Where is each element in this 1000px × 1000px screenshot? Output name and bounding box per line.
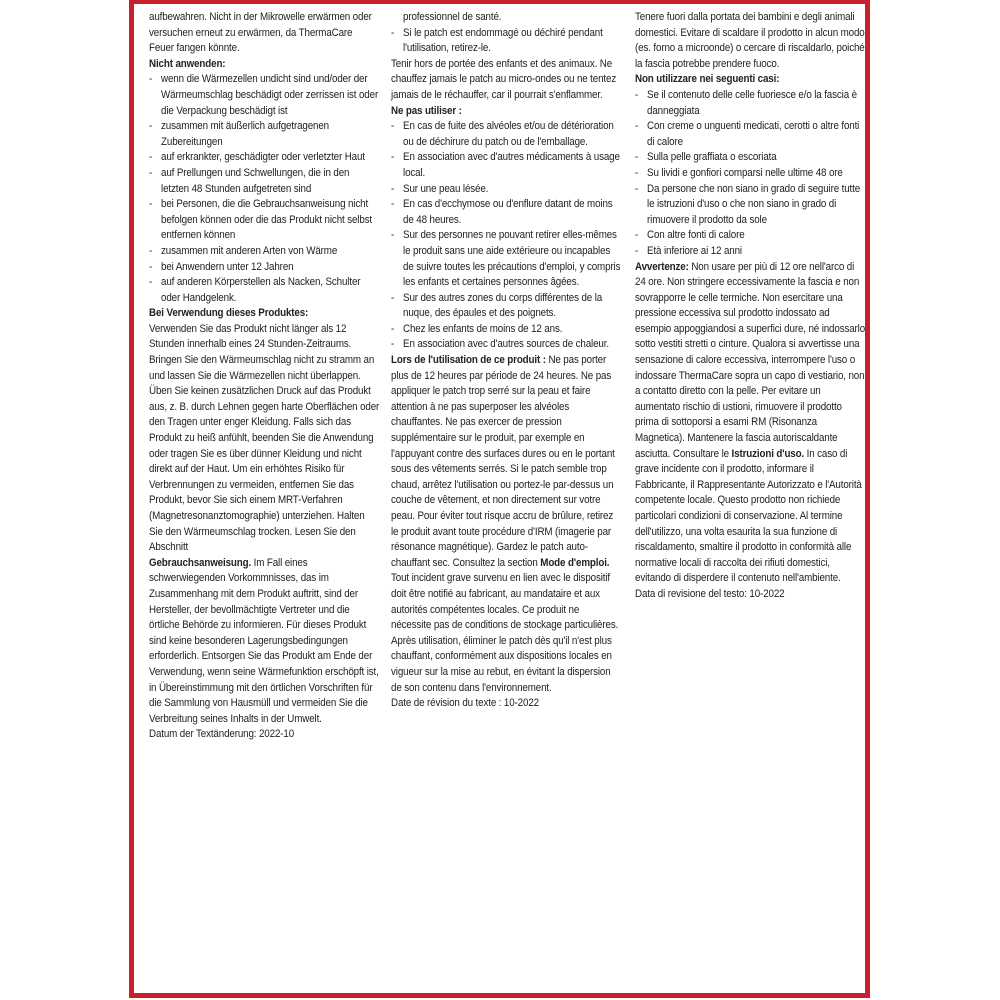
list-item: - Con creme o unguenti medicati, cerotti o altre fonti di calore [635, 119, 865, 150]
de-usage-heading: Bei Verwendung dieses Produktes: [149, 307, 309, 320]
it-not-use-list [635, 88, 865, 260]
list-item: - En cas de fuite des alvéoles et/ou de détérioration ou de déchirure du patch ou de l'emballage. [391, 119, 621, 150]
german-column [149, 10, 379, 743]
list-item: - auf Prellungen und Schwellungen, die in den letzten 48 Stunden aufgetreten sind [149, 166, 379, 197]
de-usage-tail: Im Fall eines schwerwiegenden Vorkommnisses, das im Zusammenhang mit dem Produkt auftritt, sind der Hersteller, der bevollmächtigte Vertreter und die örtliche Behörde zu informieren. Für dieses Produkt sind keine besonderen Lagerungsbedingungen erforderlich. Entsorgen Sie das Produkt am Ende der Verwendung, wenn seine Wärmefunktion erschöpft ist, in Übereinstimmung mit den örtlichen Vorschriften für die Sammlung von Hausmüll und vermeiden Sie die Verbreitung seines Inhalts in der Umwelt. [149, 556, 379, 725]
list-item: - Con altre fonti di calore [635, 228, 865, 244]
de-usage-paragraph [149, 322, 379, 727]
it-warning-tail: In caso di grave incidente con il prodotto, informare il Fabbricante, il Rappresentante Autorizzato e l'Autorità competente locale. Questo prodotto non richiede particolari condizioni di conservazione. Al termine dell'utilizzo, una volta esaurita la sua funzione di riscaldamento, smaltire il prodotto in conformità alle normative locali di raccolta dei rifiuti domestici, evitando di disperdere il contenuto nell'ambiente. [635, 447, 862, 585]
list-item: - Sur des personnes ne pouvant retirer elles-mêmes le produit sans une aide extérieure ou incapables de suivre toutes les précautions d'emploi, y compris les enfants et certaines personnes âgées. [391, 228, 621, 290]
list-item: - En cas d'ecchymose ou d'enflure datant de moins de 48 heures. [391, 197, 621, 228]
it-revision-date: Data di revisione del testo: 10-2022 [635, 587, 785, 600]
it-warning-paragraph [635, 260, 865, 587]
de-revision-date: Datum der Textänderung: 2022-10 [149, 728, 295, 741]
de-intro: aufbewahren. Nicht in der Mikrowelle erwärmen oder versuchen erneut zu erwärmen, da ThermaCare Feuer fangen könnte. [149, 11, 372, 55]
list-item: - Se il contenuto delle celle fuoriesce e/o la fascia è danneggiata [635, 88, 865, 119]
list-item: - Età inferiore ai 12 anni [635, 244, 865, 260]
leaflet-sheet [129, 0, 870, 998]
fr-usage-paragraph [391, 353, 621, 696]
de-not-use-heading: Nicht anwenden: [149, 57, 226, 70]
it-intro: Tenere fuori dalla portata dei bambini e degli animali domestici. Evitare di scaldare il prodotto in alcun modo (es. forno a microonde) o cercare di riscaldarlo, poiché la fascia potrebbe prendere fuoco. [635, 11, 865, 70]
list-item: - Sur des autres zones du corps différentes de la nuque, des épaules et des poignets. [391, 291, 621, 322]
list-item: - zusammen mit äußerlich aufgetragenen Zubereitungen [149, 119, 379, 150]
list-item: - wenn die Wärmezellen undicht sind und/oder der Wärmeumschlag beschädigt oder zerrissen ist oder die Verpackung beschädigt ist [149, 72, 379, 119]
fr-not-use-list [391, 119, 621, 353]
fr-usage-bold: Mode d'emploi. [540, 556, 610, 569]
fr-not-use-heading: Ne pas utiliser : [391, 104, 462, 117]
fr-revision-date: Date de révision du texte : 10-2022 [391, 697, 539, 710]
list-item: - En association avec d'autres médicaments à usage local. [391, 150, 621, 181]
fr-usage-heading: Lors de l'utilisation de ce produit : [391, 354, 546, 367]
fr-intro-list [391, 26, 621, 57]
de-usage-bold: Gebrauchsanweisung. [149, 556, 252, 569]
fr-usage-tail: Tout incident grave survenu en lien avec le dispositif doit être notifié au fabricant, au mandataire et aux autorités compétentes locales. Ce produit ne nécessite pas de conditions de stockage particulières. Après utilisation, éliminer le patch dès qu'il n'est plus chauffant, conformément aux dispositions locales en vigueur sur la mise au rebut, en évitant la dispersion de son contenu dans l'environnement. [391, 572, 619, 694]
list-item: - Si le patch est endommagé ou déchiré pendant l'utilisation, retirez-le. [391, 26, 621, 57]
it-warning-label: Avvertenze: [635, 260, 689, 273]
list-item: - bei Anwendern unter 12 Jahren [149, 260, 379, 276]
list-item: - zusammen mit anderen Arten von Wärme [149, 244, 379, 260]
list-item: - Da persone che non siano in grado di seguire tutte le istruzioni d'uso o che non siano in grado di rimuovere il prodotto da sole [635, 182, 865, 229]
de-usage-text: Verwenden Sie das Produkt nicht länger als 12 Stunden innerhalb eines 24 Stunden-Zeitraums. Bringen Sie den Wärmeumschlag nicht zu stramm an und lassen Sie die Wärmezellen nicht überlappen. Üben Sie keinen zusätzlichen Druck auf das Produkt aus, z. B. durch Lehnen gegen harte Oberflächen oder den Tragen unter enger Kleidung. Falls sich das Produkt zu heiß anfühlt, beenden Sie die Anwendung oder tragen Sie es über dünner Kleidung und nicht direkt auf der Haut. Um ein erhöhtes Risiko für Verbrennungen zu vermeiden, entfernen Sie das Produkt, bevor Sie sich einem MRT-Verfahren (Magnetresonanztomographie) unterziehen. Halten Sie den Wärmeumschlag trocken. Lesen Sie den Abschnitt [149, 322, 380, 554]
list-item: - Sulla pelle graffiata o escoriata [635, 150, 865, 166]
it-not-use-heading: Non utilizzare nei seguenti casi: [635, 73, 780, 86]
list-item: - Sur une peau lésée. [391, 182, 621, 198]
list-item: - bei Personen, die die Gebrauchsanweisung nicht befolgen können oder die das Produkt nicht selbst entfernen können [149, 197, 379, 244]
de-not-use-list [149, 72, 379, 306]
list-item: - auf anderen Körperstellen als Nacken, Schulter oder Handgelenk. [149, 275, 379, 306]
fr-intro-continuation: professionnel de santé. [403, 11, 502, 23]
list-item: - En association avec d'autres sources de chaleur. [391, 337, 621, 353]
fr-keep-away: Tenir hors de portée des enfants et des animaux. Ne chauffez jamais le patch au micro-ondes ou ne tentez jamais de le réchauffer, car il pourrait s'enflammer. [391, 57, 617, 101]
fr-usage-text: Ne pas porter plus de 12 heures par période de 24 heures. Ne pas appliquer le patch trop serré sur la peau et faire attention à ne pas superposer les alvéoles chauffantes. Ne pas exercer de pression supplémentaire sur le produit, par exemple en l'appuyant contre des surfaces dures ou en le portant sous des vêtements serrés. Si le patch semble trop chaud, arrêtez l'utilisation ou portez-le par-dessus un couche de vêtement, et non directement sur votre peau. Pour éviter tout risque accru de brûlure, retirez le produit avant toute procédure d'IRM (imagerie par résonance magnétique). Gardez le patch auto-chauffant sec. Consultez la section [391, 354, 615, 569]
french-column [391, 10, 621, 712]
italian-column [635, 10, 865, 603]
it-warning-bold: Istruzioni d'uso. [731, 447, 805, 460]
it-warning-text: Non usare per più di 12 ore nell'arco di 24 ore. Non stringere eccessivamente la fascia e non sovrapporre le celle termiche. Non esercitare una pressione eccessiva sul prodotto indossato ad esempio appoggiandosi a superfici dure, né indossarlo sotto vestiti stretti o cinture. Qualora si avvertisse una sensazione di calore eccessiva, interrompere l'uso o indossare ThermaCare sopra un capo di vestiario, non a contatto diretto con la pelle. Per evitare un aumentato rischio di ustioni, rimuovere il prodotto prima di sottoporsi a esami RM (Risonanza Magnetica). Mantenere la fascia autoriscaldante asciutta. Consultare le [635, 260, 866, 460]
list-item: - auf erkrankter, geschädigter oder verletzter Haut [149, 150, 379, 166]
list-item: - Su lividi e gonfiori comparsi nelle ultime 48 ore [635, 166, 865, 182]
list-item: - Chez les enfants de moins de 12 ans. [391, 322, 621, 338]
